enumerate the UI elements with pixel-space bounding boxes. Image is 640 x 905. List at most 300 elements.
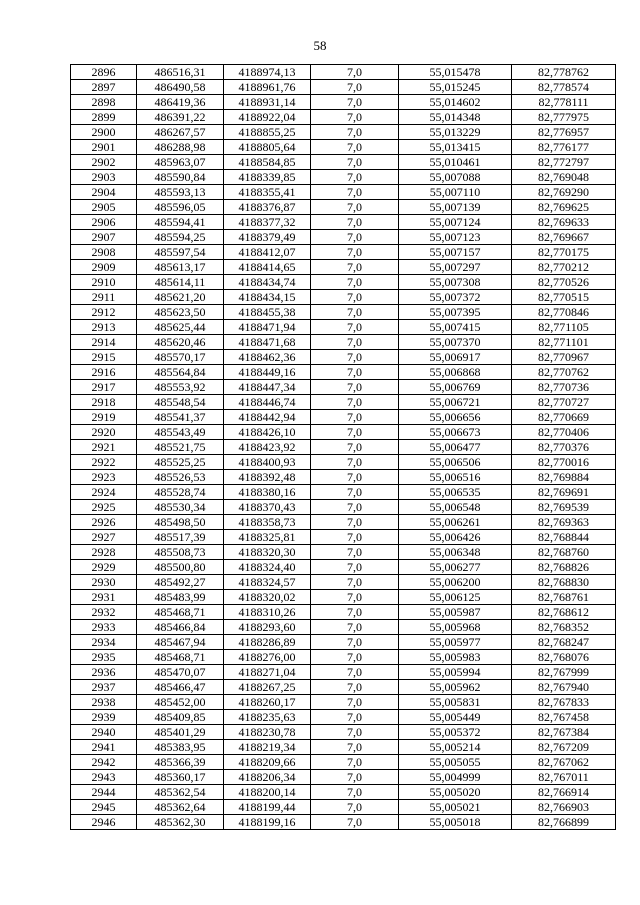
y-coordinate-cell: 4188276,00 — [224, 650, 311, 665]
y-coordinate-cell: 4188380,16 — [224, 485, 311, 500]
x-coordinate-cell: 485613,17 — [137, 260, 224, 275]
x-coordinate-cell: 485492,27 — [137, 575, 224, 590]
height-cell: 7,0 — [311, 455, 399, 470]
height-cell: 7,0 — [311, 260, 399, 275]
table-row — [71, 545, 616, 560]
table-row — [71, 680, 616, 695]
point-number-cell: 2900 — [71, 125, 137, 140]
height-cell: 7,0 — [311, 815, 399, 830]
latitude-cell: 55,005831 — [399, 695, 512, 710]
height-cell: 7,0 — [311, 500, 399, 515]
table-row — [71, 755, 616, 770]
longitude-cell: 82,769625 — [512, 200, 616, 215]
x-coordinate-cell: 485362,30 — [137, 815, 224, 830]
table-row — [71, 125, 616, 140]
longitude-cell: 82,766914 — [512, 785, 616, 800]
y-coordinate-cell: 4188446,74 — [224, 395, 311, 410]
latitude-cell: 55,006125 — [399, 590, 512, 605]
longitude-cell: 82,769884 — [512, 470, 616, 485]
point-number-cell: 2941 — [71, 740, 137, 755]
point-number-cell: 2936 — [71, 665, 137, 680]
longitude-cell: 82,770846 — [512, 305, 616, 320]
y-coordinate-cell: 4188324,40 — [224, 560, 311, 575]
latitude-cell: 55,014348 — [399, 110, 512, 125]
height-cell: 7,0 — [311, 770, 399, 785]
point-number-cell: 2939 — [71, 710, 137, 725]
table-row — [71, 695, 616, 710]
height-cell: 7,0 — [311, 530, 399, 545]
table-row — [71, 650, 616, 665]
point-number-cell: 2918 — [71, 395, 137, 410]
longitude-cell: 82,769290 — [512, 185, 616, 200]
longitude-cell: 82,770526 — [512, 275, 616, 290]
latitude-cell: 55,005372 — [399, 725, 512, 740]
y-coordinate-cell: 4188377,32 — [224, 215, 311, 230]
y-coordinate-cell: 4188271,04 — [224, 665, 311, 680]
table-row — [71, 80, 616, 95]
x-coordinate-cell: 485596,05 — [137, 200, 224, 215]
longitude-cell: 82,770212 — [512, 260, 616, 275]
height-cell: 7,0 — [311, 380, 399, 395]
table-row — [71, 185, 616, 200]
height-cell: 7,0 — [311, 335, 399, 350]
latitude-cell: 55,015245 — [399, 80, 512, 95]
table-row — [71, 725, 616, 740]
point-number-cell: 2946 — [71, 815, 137, 830]
point-number-cell: 2928 — [71, 545, 137, 560]
longitude-cell: 82,766903 — [512, 800, 616, 815]
height-cell: 7,0 — [311, 80, 399, 95]
point-number-cell: 2929 — [71, 560, 137, 575]
height-cell: 7,0 — [311, 200, 399, 215]
y-coordinate-cell: 4188455,38 — [224, 305, 311, 320]
point-number-cell: 2924 — [71, 485, 137, 500]
longitude-cell: 82,767384 — [512, 725, 616, 740]
latitude-cell: 55,007124 — [399, 215, 512, 230]
y-coordinate-cell: 4188235,63 — [224, 710, 311, 725]
longitude-cell: 82,776177 — [512, 140, 616, 155]
coordinates-table — [70, 64, 616, 830]
longitude-cell: 82,767011 — [512, 770, 616, 785]
latitude-cell: 55,006477 — [399, 440, 512, 455]
table-row — [71, 260, 616, 275]
latitude-cell: 55,005983 — [399, 650, 512, 665]
y-coordinate-cell: 4188339,85 — [224, 170, 311, 185]
longitude-cell: 82,767833 — [512, 695, 616, 710]
table-row — [71, 530, 616, 545]
y-coordinate-cell: 4188931,14 — [224, 95, 311, 110]
y-coordinate-cell: 4188805,64 — [224, 140, 311, 155]
x-coordinate-cell: 486516,31 — [137, 65, 224, 80]
longitude-cell: 82,770016 — [512, 455, 616, 470]
latitude-cell: 55,006656 — [399, 410, 512, 425]
y-coordinate-cell: 4188199,16 — [224, 815, 311, 830]
latitude-cell: 55,007088 — [399, 170, 512, 185]
point-number-cell: 2905 — [71, 200, 137, 215]
latitude-cell: 55,007415 — [399, 320, 512, 335]
latitude-cell: 55,006548 — [399, 500, 512, 515]
height-cell: 7,0 — [311, 620, 399, 635]
table-row — [71, 170, 616, 185]
height-cell: 7,0 — [311, 290, 399, 305]
table-row — [71, 110, 616, 125]
height-cell: 7,0 — [311, 275, 399, 290]
table-row — [71, 200, 616, 215]
point-number-cell: 2934 — [71, 635, 137, 650]
longitude-cell: 82,770406 — [512, 425, 616, 440]
height-cell: 7,0 — [311, 695, 399, 710]
height-cell: 7,0 — [311, 125, 399, 140]
latitude-cell: 55,006426 — [399, 530, 512, 545]
point-number-cell: 2943 — [71, 770, 137, 785]
x-coordinate-cell: 485526,53 — [137, 470, 224, 485]
height-cell: 7,0 — [311, 575, 399, 590]
latitude-cell: 55,007372 — [399, 290, 512, 305]
y-coordinate-cell: 4188584,85 — [224, 155, 311, 170]
y-coordinate-cell: 4188320,30 — [224, 545, 311, 560]
point-number-cell: 2899 — [71, 110, 137, 125]
table-row — [71, 605, 616, 620]
point-number-cell: 2945 — [71, 800, 137, 815]
x-coordinate-cell: 486391,22 — [137, 110, 224, 125]
table-row — [71, 500, 616, 515]
y-coordinate-cell: 4188293,60 — [224, 620, 311, 635]
longitude-cell: 82,767209 — [512, 740, 616, 755]
x-coordinate-cell: 485508,73 — [137, 545, 224, 560]
y-coordinate-cell: 4188855,25 — [224, 125, 311, 140]
point-number-cell: 2917 — [71, 380, 137, 395]
point-number-cell: 2920 — [71, 425, 137, 440]
table-row — [71, 290, 616, 305]
x-coordinate-cell: 485530,34 — [137, 500, 224, 515]
y-coordinate-cell: 4188434,15 — [224, 290, 311, 305]
height-cell: 7,0 — [311, 470, 399, 485]
y-coordinate-cell: 4188400,93 — [224, 455, 311, 470]
point-number-cell: 2932 — [71, 605, 137, 620]
longitude-cell: 82,769667 — [512, 230, 616, 245]
longitude-cell: 82,776957 — [512, 125, 616, 140]
point-number-cell: 2904 — [71, 185, 137, 200]
longitude-cell: 82,767940 — [512, 680, 616, 695]
x-coordinate-cell: 485621,20 — [137, 290, 224, 305]
point-number-cell: 2935 — [71, 650, 137, 665]
table-row — [71, 770, 616, 785]
table-row — [71, 230, 616, 245]
longitude-cell: 82,769363 — [512, 515, 616, 530]
x-coordinate-cell: 485525,25 — [137, 455, 224, 470]
table-row — [71, 215, 616, 230]
point-number-cell: 2898 — [71, 95, 137, 110]
longitude-cell: 82,770727 — [512, 395, 616, 410]
y-coordinate-cell: 4188219,34 — [224, 740, 311, 755]
latitude-cell: 55,007395 — [399, 305, 512, 320]
point-number-cell: 2937 — [71, 680, 137, 695]
x-coordinate-cell: 485963,07 — [137, 155, 224, 170]
latitude-cell: 55,005055 — [399, 755, 512, 770]
x-coordinate-cell: 485362,64 — [137, 800, 224, 815]
height-cell: 7,0 — [311, 785, 399, 800]
latitude-cell: 55,007157 — [399, 245, 512, 260]
height-cell: 7,0 — [311, 185, 399, 200]
point-number-cell: 2911 — [71, 290, 137, 305]
latitude-cell: 55,005449 — [399, 710, 512, 725]
point-number-cell: 2919 — [71, 410, 137, 425]
x-coordinate-cell: 485548,54 — [137, 395, 224, 410]
table-row — [71, 395, 616, 410]
y-coordinate-cell: 4188286,89 — [224, 635, 311, 650]
latitude-cell: 55,005962 — [399, 680, 512, 695]
height-cell: 7,0 — [311, 665, 399, 680]
height-cell: 7,0 — [311, 230, 399, 245]
height-cell: 7,0 — [311, 485, 399, 500]
y-coordinate-cell: 4188267,25 — [224, 680, 311, 695]
latitude-cell: 55,007297 — [399, 260, 512, 275]
latitude-cell: 55,010461 — [399, 155, 512, 170]
table-row — [71, 275, 616, 290]
y-coordinate-cell: 4188426,10 — [224, 425, 311, 440]
x-coordinate-cell: 485467,94 — [137, 635, 224, 650]
height-cell: 7,0 — [311, 740, 399, 755]
y-coordinate-cell: 4188358,73 — [224, 515, 311, 530]
y-coordinate-cell: 4188471,68 — [224, 335, 311, 350]
height-cell: 7,0 — [311, 515, 399, 530]
longitude-cell: 82,767999 — [512, 665, 616, 680]
point-number-cell: 2915 — [71, 350, 137, 365]
longitude-cell: 82,770175 — [512, 245, 616, 260]
y-coordinate-cell: 4188199,44 — [224, 800, 311, 815]
table-row — [71, 140, 616, 155]
y-coordinate-cell: 4188414,65 — [224, 260, 311, 275]
point-number-cell: 2926 — [71, 515, 137, 530]
height-cell: 7,0 — [311, 650, 399, 665]
x-coordinate-cell: 485594,41 — [137, 215, 224, 230]
point-number-cell: 2914 — [71, 335, 137, 350]
latitude-cell: 55,006261 — [399, 515, 512, 530]
y-coordinate-cell: 4188209,66 — [224, 755, 311, 770]
longitude-cell: 82,778111 — [512, 95, 616, 110]
coordinates-table-body — [71, 65, 616, 830]
y-coordinate-cell: 4188260,17 — [224, 695, 311, 710]
height-cell: 7,0 — [311, 95, 399, 110]
latitude-cell: 55,013229 — [399, 125, 512, 140]
x-coordinate-cell: 485360,17 — [137, 770, 224, 785]
height-cell: 7,0 — [311, 605, 399, 620]
latitude-cell: 55,013415 — [399, 140, 512, 155]
table-row — [71, 320, 616, 335]
point-number-cell: 2944 — [71, 785, 137, 800]
x-coordinate-cell: 485528,74 — [137, 485, 224, 500]
longitude-cell: 82,769048 — [512, 170, 616, 185]
table-row — [71, 620, 616, 635]
table-row — [71, 635, 616, 650]
x-coordinate-cell: 486267,57 — [137, 125, 224, 140]
x-coordinate-cell: 485593,13 — [137, 185, 224, 200]
latitude-cell: 55,006535 — [399, 485, 512, 500]
height-cell: 7,0 — [311, 680, 399, 695]
table-row — [71, 815, 616, 830]
table-row — [71, 410, 616, 425]
table-row — [71, 470, 616, 485]
latitude-cell: 55,005994 — [399, 665, 512, 680]
latitude-cell: 55,007110 — [399, 185, 512, 200]
latitude-cell: 55,007123 — [399, 230, 512, 245]
table-row — [71, 590, 616, 605]
x-coordinate-cell: 485564,84 — [137, 365, 224, 380]
longitude-cell: 82,778574 — [512, 80, 616, 95]
height-cell: 7,0 — [311, 425, 399, 440]
latitude-cell: 55,007370 — [399, 335, 512, 350]
latitude-cell: 55,005977 — [399, 635, 512, 650]
x-coordinate-cell: 485500,80 — [137, 560, 224, 575]
longitude-cell: 82,770762 — [512, 365, 616, 380]
point-number-cell: 2940 — [71, 725, 137, 740]
x-coordinate-cell: 485521,75 — [137, 440, 224, 455]
x-coordinate-cell: 485541,37 — [137, 410, 224, 425]
height-cell: 7,0 — [311, 395, 399, 410]
x-coordinate-cell: 485470,07 — [137, 665, 224, 680]
point-number-cell: 2908 — [71, 245, 137, 260]
latitude-cell: 55,006277 — [399, 560, 512, 575]
x-coordinate-cell: 485623,50 — [137, 305, 224, 320]
longitude-cell: 82,768844 — [512, 530, 616, 545]
longitude-cell: 82,777975 — [512, 110, 616, 125]
table-row — [71, 665, 616, 680]
y-coordinate-cell: 4188471,94 — [224, 320, 311, 335]
x-coordinate-cell: 485543,49 — [137, 425, 224, 440]
x-coordinate-cell: 485366,39 — [137, 755, 224, 770]
height-cell: 7,0 — [311, 155, 399, 170]
x-coordinate-cell: 485614,11 — [137, 275, 224, 290]
height-cell: 7,0 — [311, 305, 399, 320]
point-number-cell: 2927 — [71, 530, 137, 545]
table-row — [71, 350, 616, 365]
x-coordinate-cell: 486419,36 — [137, 95, 224, 110]
table-row — [71, 740, 616, 755]
point-number-cell: 2922 — [71, 455, 137, 470]
x-coordinate-cell: 485466,47 — [137, 680, 224, 695]
point-number-cell: 2903 — [71, 170, 137, 185]
height-cell: 7,0 — [311, 755, 399, 770]
x-coordinate-cell: 486490,58 — [137, 80, 224, 95]
table-row — [71, 485, 616, 500]
table-row — [71, 560, 616, 575]
table-row — [71, 95, 616, 110]
longitude-cell: 82,770669 — [512, 410, 616, 425]
point-number-cell: 2916 — [71, 365, 137, 380]
point-number-cell: 2901 — [71, 140, 137, 155]
longitude-cell: 82,771101 — [512, 335, 616, 350]
longitude-cell: 82,768760 — [512, 545, 616, 560]
latitude-cell: 55,005214 — [399, 740, 512, 755]
latitude-cell: 55,005021 — [399, 800, 512, 815]
x-coordinate-cell: 485625,44 — [137, 320, 224, 335]
table-row — [71, 455, 616, 470]
longitude-cell: 82,771105 — [512, 320, 616, 335]
height-cell: 7,0 — [311, 140, 399, 155]
height-cell: 7,0 — [311, 110, 399, 125]
point-number-cell: 2910 — [71, 275, 137, 290]
point-number-cell: 2930 — [71, 575, 137, 590]
y-coordinate-cell: 4188423,92 — [224, 440, 311, 455]
y-coordinate-cell: 4188370,43 — [224, 500, 311, 515]
longitude-cell: 82,768352 — [512, 620, 616, 635]
y-coordinate-cell: 4188355,41 — [224, 185, 311, 200]
point-number-cell: 2906 — [71, 215, 137, 230]
height-cell: 7,0 — [311, 215, 399, 230]
latitude-cell: 55,006200 — [399, 575, 512, 590]
table-row — [71, 425, 616, 440]
point-number-cell: 2912 — [71, 305, 137, 320]
latitude-cell: 55,005987 — [399, 605, 512, 620]
longitude-cell: 82,772797 — [512, 155, 616, 170]
latitude-cell: 55,004999 — [399, 770, 512, 785]
point-number-cell: 2933 — [71, 620, 137, 635]
latitude-cell: 55,006348 — [399, 545, 512, 560]
table-row — [71, 785, 616, 800]
latitude-cell: 55,006868 — [399, 365, 512, 380]
longitude-cell: 82,768826 — [512, 560, 616, 575]
latitude-cell: 55,007139 — [399, 200, 512, 215]
latitude-cell: 55,005020 — [399, 785, 512, 800]
height-cell: 7,0 — [311, 725, 399, 740]
latitude-cell: 55,006673 — [399, 425, 512, 440]
height-cell: 7,0 — [311, 590, 399, 605]
table-row — [71, 440, 616, 455]
point-number-cell: 2896 — [71, 65, 137, 80]
y-coordinate-cell: 4188412,07 — [224, 245, 311, 260]
longitude-cell: 82,769691 — [512, 485, 616, 500]
table-row — [71, 155, 616, 170]
y-coordinate-cell: 4188379,49 — [224, 230, 311, 245]
height-cell: 7,0 — [311, 635, 399, 650]
page-number: 58 — [313, 38, 327, 53]
point-number-cell: 2942 — [71, 755, 137, 770]
latitude-cell: 55,007308 — [399, 275, 512, 290]
table-row — [71, 800, 616, 815]
x-coordinate-cell: 485483,99 — [137, 590, 224, 605]
y-coordinate-cell: 4188310,26 — [224, 605, 311, 620]
longitude-cell: 82,770736 — [512, 380, 616, 395]
point-number-cell: 2909 — [71, 260, 137, 275]
x-coordinate-cell: 485553,92 — [137, 380, 224, 395]
table-row — [71, 335, 616, 350]
longitude-cell: 82,768761 — [512, 590, 616, 605]
x-coordinate-cell: 485362,54 — [137, 785, 224, 800]
point-number-cell: 2913 — [71, 320, 137, 335]
y-coordinate-cell: 4188206,34 — [224, 770, 311, 785]
point-number-cell: 2931 — [71, 590, 137, 605]
y-coordinate-cell: 4188200,14 — [224, 785, 311, 800]
y-coordinate-cell: 4188462,36 — [224, 350, 311, 365]
table-row — [71, 365, 616, 380]
point-number-cell: 2921 — [71, 440, 137, 455]
y-coordinate-cell: 4188324,57 — [224, 575, 311, 590]
point-number-cell: 2925 — [71, 500, 137, 515]
longitude-cell: 82,778762 — [512, 65, 616, 80]
y-coordinate-cell: 4188961,76 — [224, 80, 311, 95]
x-coordinate-cell: 485570,17 — [137, 350, 224, 365]
y-coordinate-cell: 4188320,02 — [224, 590, 311, 605]
longitude-cell: 82,767062 — [512, 755, 616, 770]
x-coordinate-cell: 485498,50 — [137, 515, 224, 530]
x-coordinate-cell: 485468,71 — [137, 650, 224, 665]
point-number-cell: 2923 — [71, 470, 137, 485]
latitude-cell: 55,014602 — [399, 95, 512, 110]
x-coordinate-cell: 485620,46 — [137, 335, 224, 350]
height-cell: 7,0 — [311, 800, 399, 815]
longitude-cell: 82,766899 — [512, 815, 616, 830]
latitude-cell: 55,006721 — [399, 395, 512, 410]
